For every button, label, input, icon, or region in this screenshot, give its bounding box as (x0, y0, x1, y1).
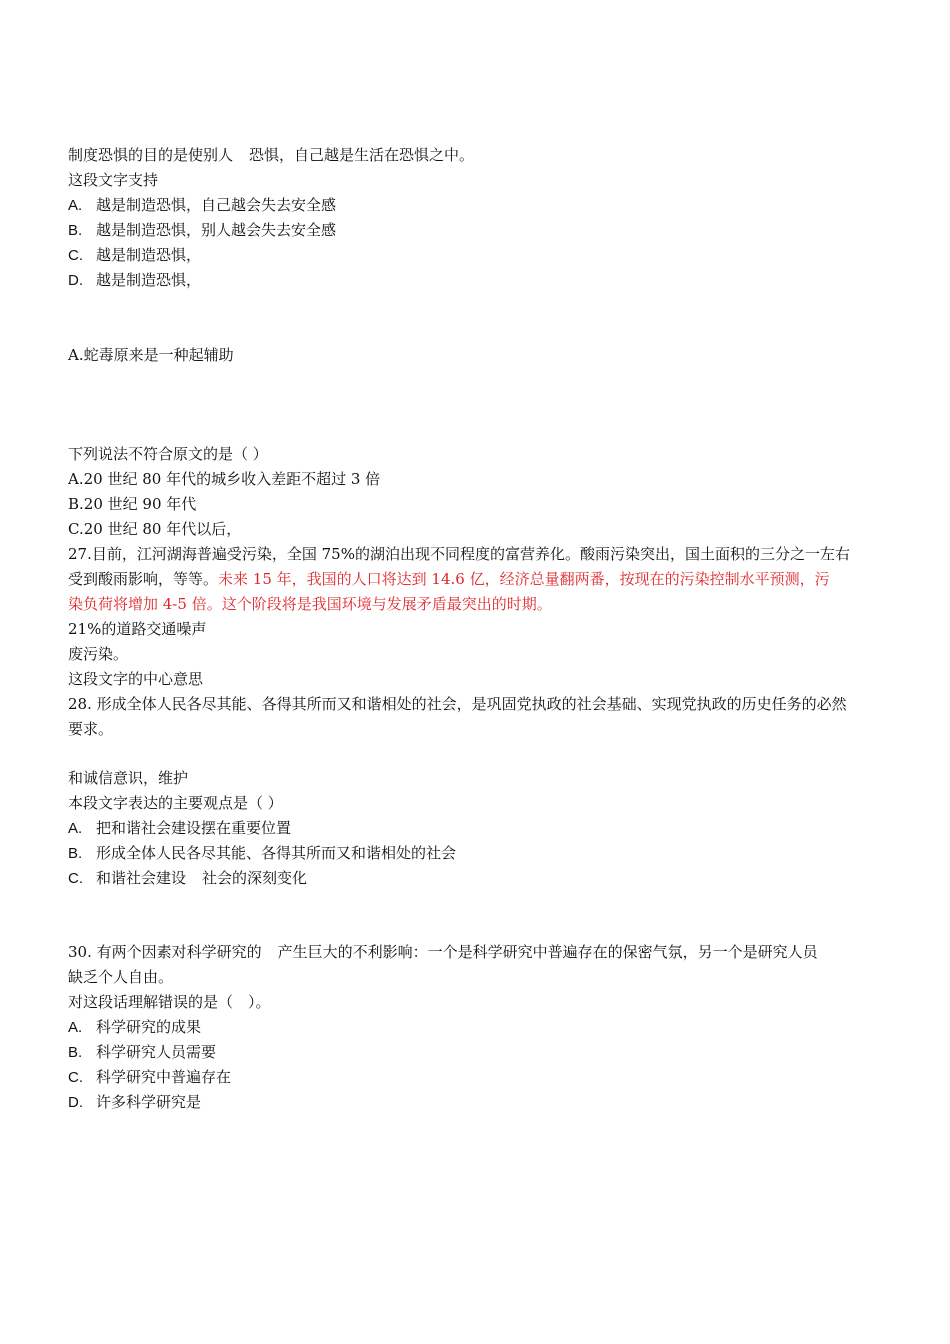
highlighted-text: 染负荷将增加 4-5 倍。这个阶段将是我国环境与发展矛盾最突出的时期。 (68, 595, 552, 613)
option-a: A.20 世纪 80 年代的城乡收入差距不超过 3 倍 (68, 470, 381, 488)
text-segment: 制度恐惧的目的是使别人 (68, 146, 234, 164)
paragraph-27-line-5: 废污染。 (68, 645, 129, 663)
question-prompt: 这段文字的中心意思 (68, 670, 204, 688)
paragraph-28-line-1: 28. 形成全体人民各尽其能、各得其所而又和谐相处的社会，是巩固党执政的社会基础、实现党执政的历史任务的必然 (68, 695, 847, 713)
option-c (68, 243, 201, 268)
option-b (68, 841, 456, 866)
option-letter: B. (68, 845, 83, 862)
option-c (68, 1065, 231, 1090)
text-segment: 恐惧，自己越是生活在恐惧之中。 (249, 146, 475, 164)
option-text: 社会的深刻变化 (202, 869, 308, 887)
question-prompt: 本段文字表达的主要观点是（ ） (68, 794, 283, 812)
option-b: B.20 世纪 90 年代 (68, 495, 197, 513)
option-text: 越是制造恐惧，自己越会失去安全感 (96, 196, 337, 214)
option-text: 科学研究的成果 (96, 1018, 202, 1036)
paragraph-30-line-1 (68, 940, 818, 964)
option-text: 科学研究人员需要 (96, 1043, 217, 1061)
option-letter: A. (68, 1019, 83, 1036)
question-prompt: 对这段话理解错误的是（ ）。 (68, 993, 271, 1011)
option-letter: D. (68, 272, 83, 289)
option-letter: B. (68, 1044, 83, 1061)
paragraph-fear-statement (68, 143, 474, 167)
option-c: C.20 世纪 80 年代以后， (68, 520, 242, 538)
question-prompt: 这段文字支持 (68, 171, 159, 189)
option-letter: C. (68, 1069, 83, 1086)
option-text: 科学研究中普遍存在 (96, 1068, 232, 1086)
paragraph-27-line-2 (68, 567, 830, 591)
option-letter: A. (68, 820, 83, 837)
option-text: 把和谐社会建设摆在重要位置 (96, 819, 292, 837)
option-text: 许多科学研究是 (96, 1093, 202, 1111)
option-text: 形成全体人民各尽其能、各得其所而又和谐相处的社会 (96, 844, 457, 862)
text-segment: 受到酸雨影响，等等。 (68, 570, 219, 588)
option-b (68, 218, 336, 243)
option-letter: C. (68, 870, 83, 887)
option-letter: A. (68, 197, 83, 214)
question-prompt: 下列说法不符合原文的是（ ） (68, 445, 268, 463)
option-letter: B. (68, 222, 83, 239)
option-text: 越是制造恐惧，别人越会失去安全感 (96, 221, 337, 239)
option-text: 和谐社会建设 (96, 869, 187, 887)
highlighted-text: 未来 15 年，我国的人口将达到 14.6 亿，经济总量翻两番，按现在的污染控制水平预测，污 (218, 570, 830, 588)
option-a-snake-venom: A.蛇毒原来是一种起辅助 (68, 346, 234, 364)
text-segment: 30. 有两个因素对科学研究的 (68, 943, 262, 961)
paragraph-27-line-4: 21%的道路交通噪声 (68, 620, 207, 638)
paragraph-27-line-1: 27.目前，江河湖海普遍受污染，全国 75%的湖泊出现不同程度的富营养化。酸雨污染突出，国土面积的三分之一左右 (68, 545, 850, 563)
option-c (68, 866, 307, 891)
option-a (68, 1015, 201, 1040)
option-d (68, 1090, 201, 1115)
option-letter: C. (68, 247, 83, 264)
paragraph-28-line-2: 要求。 (68, 720, 114, 738)
text-segment: 产生巨大的不利影响：一个是科学研究中普遍存在的保密气氛，另一个是研究人员 (277, 943, 818, 961)
option-letter: D. (68, 1094, 83, 1111)
paragraph-30-line-2: 缺乏个人自由。 (68, 968, 174, 986)
paragraph-28-line-3: 和诚信意识，维护 (68, 769, 189, 787)
option-a (68, 193, 336, 218)
option-text: 越是制造恐惧， (96, 271, 202, 289)
option-text: 越是制造恐惧， (96, 246, 202, 264)
option-b (68, 1040, 216, 1065)
option-d (68, 268, 201, 293)
option-a (68, 816, 291, 841)
